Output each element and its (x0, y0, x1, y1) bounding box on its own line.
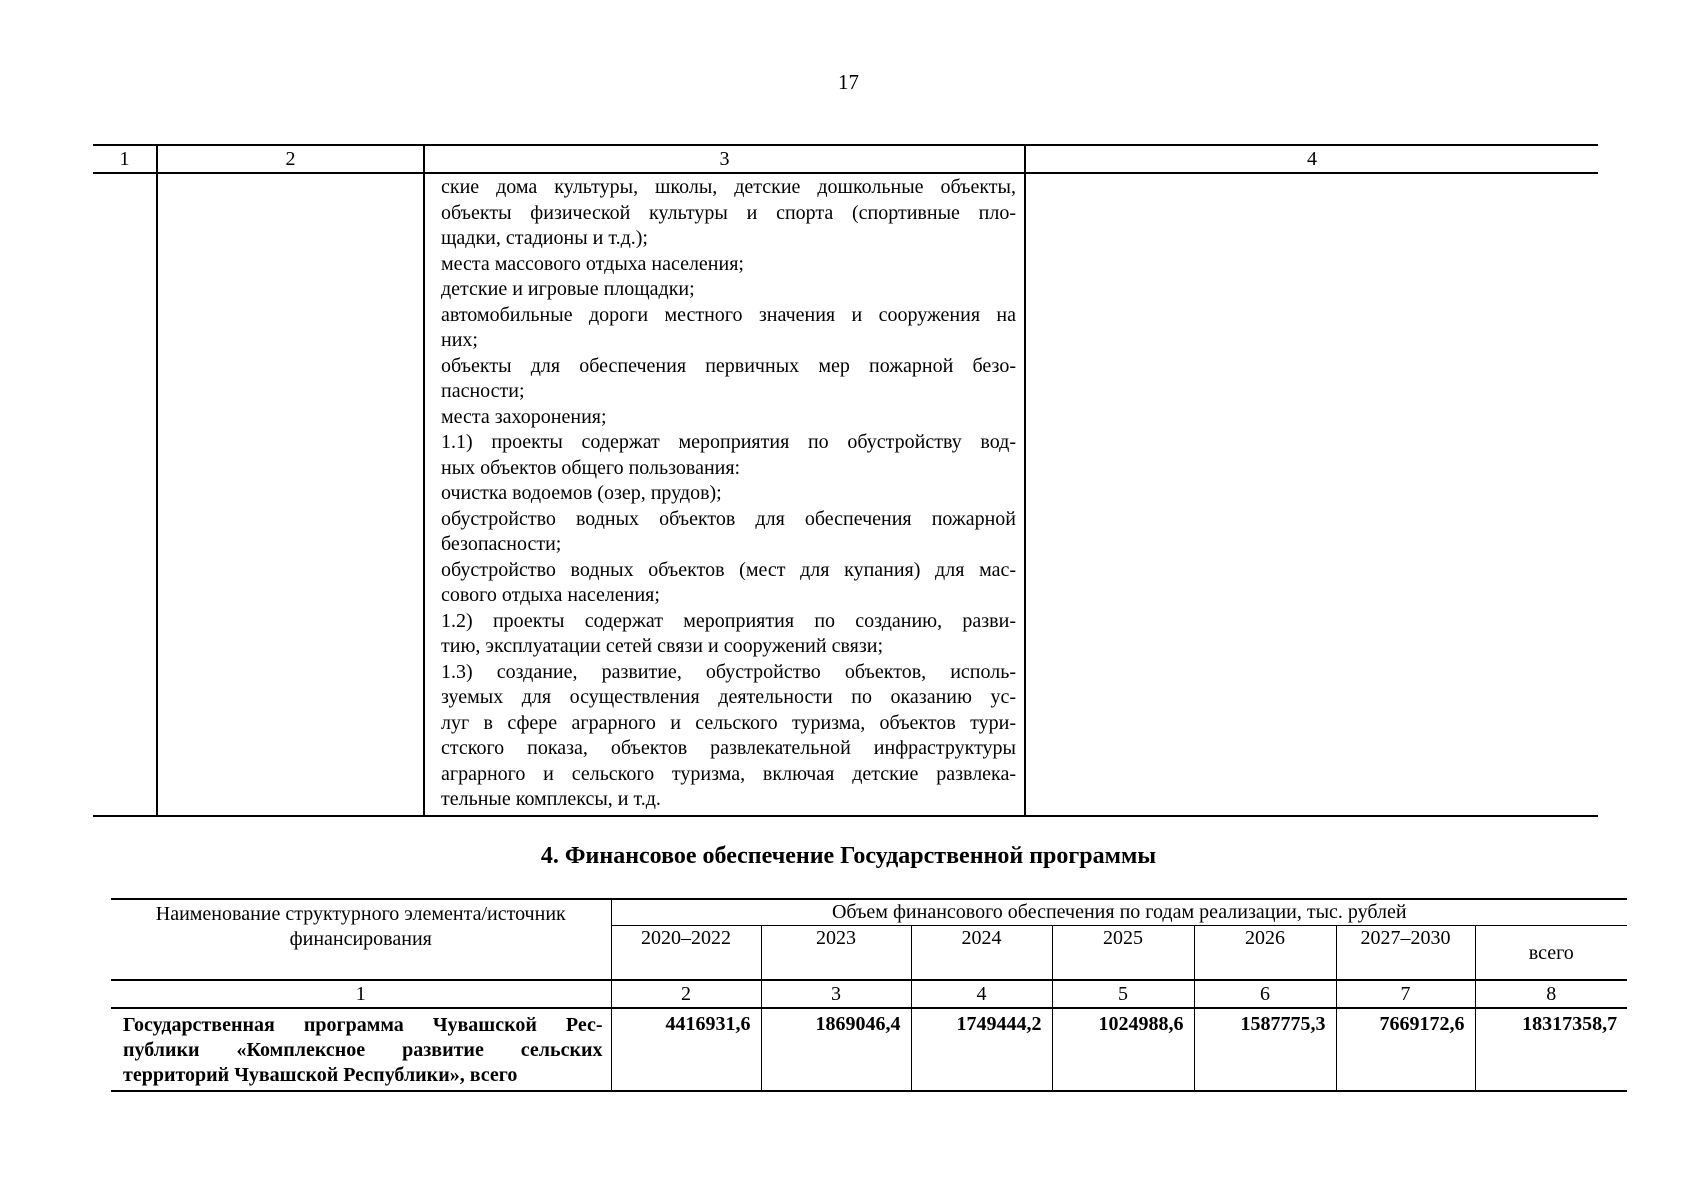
name-header-cell (111, 899, 611, 980)
program-name-cell (111, 1008, 611, 1091)
year-label: 2025 (1103, 927, 1143, 949)
column-number-cell: 3 (424, 145, 1025, 173)
column-number-cell: 8 (1475, 980, 1627, 1008)
column-number-row (93, 145, 1598, 173)
column-number-cell: 1 (93, 145, 157, 173)
text-line: объекты для обеспечения первичных мер пожарной безо- (441, 354, 1016, 377)
year-label: 2020–2022 (641, 927, 731, 949)
empty-cell (157, 173, 424, 816)
text-line: них; (441, 329, 478, 351)
text-line: аграрного и сельского туризма, включая детские развлека- (441, 762, 1016, 785)
program-name-line: территорий Чувашской Республики», всего (123, 1064, 518, 1086)
table-row (93, 173, 1598, 816)
text-line: автомобильные дороги местного значения и сооружения на (441, 303, 1016, 326)
text-line: детские и игровые площадки; (441, 278, 695, 300)
text-line: места массового отдыха населения; (441, 252, 744, 275)
year-label: 2023 (816, 927, 856, 949)
column-number-cell: 2 (611, 980, 761, 1008)
text-line: обустройство водных объектов для обеспечения пожарной (441, 507, 1016, 530)
year-header-cell (1194, 926, 1336, 981)
header-row (111, 899, 1627, 926)
text-line: 1.2) проекты содержат мероприятия по созданию, разви- (441, 609, 1016, 632)
text-line: тию, эксплуатации сетей связи и сооружений связи; (441, 635, 884, 657)
text-line: луг в сфере аграрного и сельского туризма, объектов тури- (441, 711, 1016, 734)
text-line: пасности; (441, 380, 525, 402)
year-header-cell (1336, 926, 1475, 981)
text-line: места захоронения; (441, 405, 607, 428)
text-line: стского показа, объектов развлекательной инфраструктуры (441, 737, 1016, 759)
column-number-cell: 5 (1052, 980, 1194, 1008)
program-row (111, 1008, 1627, 1091)
text-line: ские дома культуры, школы, детские дошкольные объекты, (441, 176, 1016, 198)
empty-cell (93, 173, 157, 816)
amount-cell: 4416931,6 (611, 1008, 761, 1091)
text-line: 1.1) проекты содержат мероприятия по обустройству вод- (441, 431, 1016, 453)
text-line: безопасности; (441, 533, 562, 555)
year-label: 2026 (1245, 927, 1285, 949)
column-number-cell: 2 (157, 145, 424, 173)
total-amount-cell: 18317358,7 (1475, 1008, 1627, 1091)
amount-cell: 1024988,6 (1052, 1008, 1194, 1091)
text-line: объекты физической культуры и спорта (спортивные пло- (441, 201, 1016, 224)
name-header-line: Наименование структурного элемента/источник (155, 903, 566, 925)
text-line: зуемых для осуществления деятельности по оказанию ус- (441, 686, 1016, 708)
empty-cell (1025, 173, 1598, 816)
text-line: очистка водоемов (озер, прудов); (441, 482, 722, 504)
text-line: обустройство водных объектов (мест для купания) для мас- (441, 558, 1016, 581)
page-number: 17 (838, 70, 859, 94)
column-number-row (111, 980, 1627, 1008)
section-heading: 4. Финансовое обеспечение Государственной программы (540, 843, 1157, 869)
description-text (425, 174, 1024, 815)
year-label: 2024 (961, 927, 1002, 949)
column-number-cell: 4 (1025, 145, 1598, 173)
year-label: 2027–2030 (1360, 927, 1451, 949)
name-header-line: финансирования (289, 928, 432, 950)
program-name-line: Государственная программа Чувашской Рес- (123, 1014, 603, 1036)
column-number-cell: 3 (761, 980, 911, 1008)
finance-table (111, 898, 1627, 1092)
total-label: всего (1528, 941, 1574, 964)
total-header-cell (1475, 926, 1627, 981)
text-line: ных объектов общего пользования: (441, 456, 741, 479)
program-name-line: публики «Комплексное развитие сельских (123, 1039, 603, 1061)
amount-cell: 7669172,6 (1336, 1008, 1475, 1091)
amount-cell: 1587775,3 (1194, 1008, 1336, 1091)
column-number-cell: 1 (111, 980, 611, 1008)
text-line: щадки, стадионы и т.д.); (441, 227, 648, 249)
year-header-cell (1052, 926, 1194, 981)
column-number-cell: 4 (911, 980, 1052, 1008)
text-line: сового отдыха населения; (441, 584, 660, 606)
year-header-cell (761, 926, 911, 981)
text-line: 1.3) создание, развитие, обустройство объектов, исполь- (441, 660, 1016, 683)
year-header-cell (611, 926, 761, 981)
text-line: тельные комплексы, и т.д. (441, 788, 661, 810)
column-number-cell: 6 (1194, 980, 1336, 1008)
amount-cell: 1869046,4 (761, 1008, 911, 1091)
amount-cell: 1749444,2 (911, 1008, 1052, 1091)
year-header-cell (911, 926, 1052, 981)
funding-group-header: Объем финансового обеспечения по годам реализации, тыс. рублей (611, 899, 1627, 926)
continuation-table (93, 144, 1598, 817)
column-number-cell: 7 (1336, 980, 1475, 1008)
description-cell (424, 173, 1025, 816)
